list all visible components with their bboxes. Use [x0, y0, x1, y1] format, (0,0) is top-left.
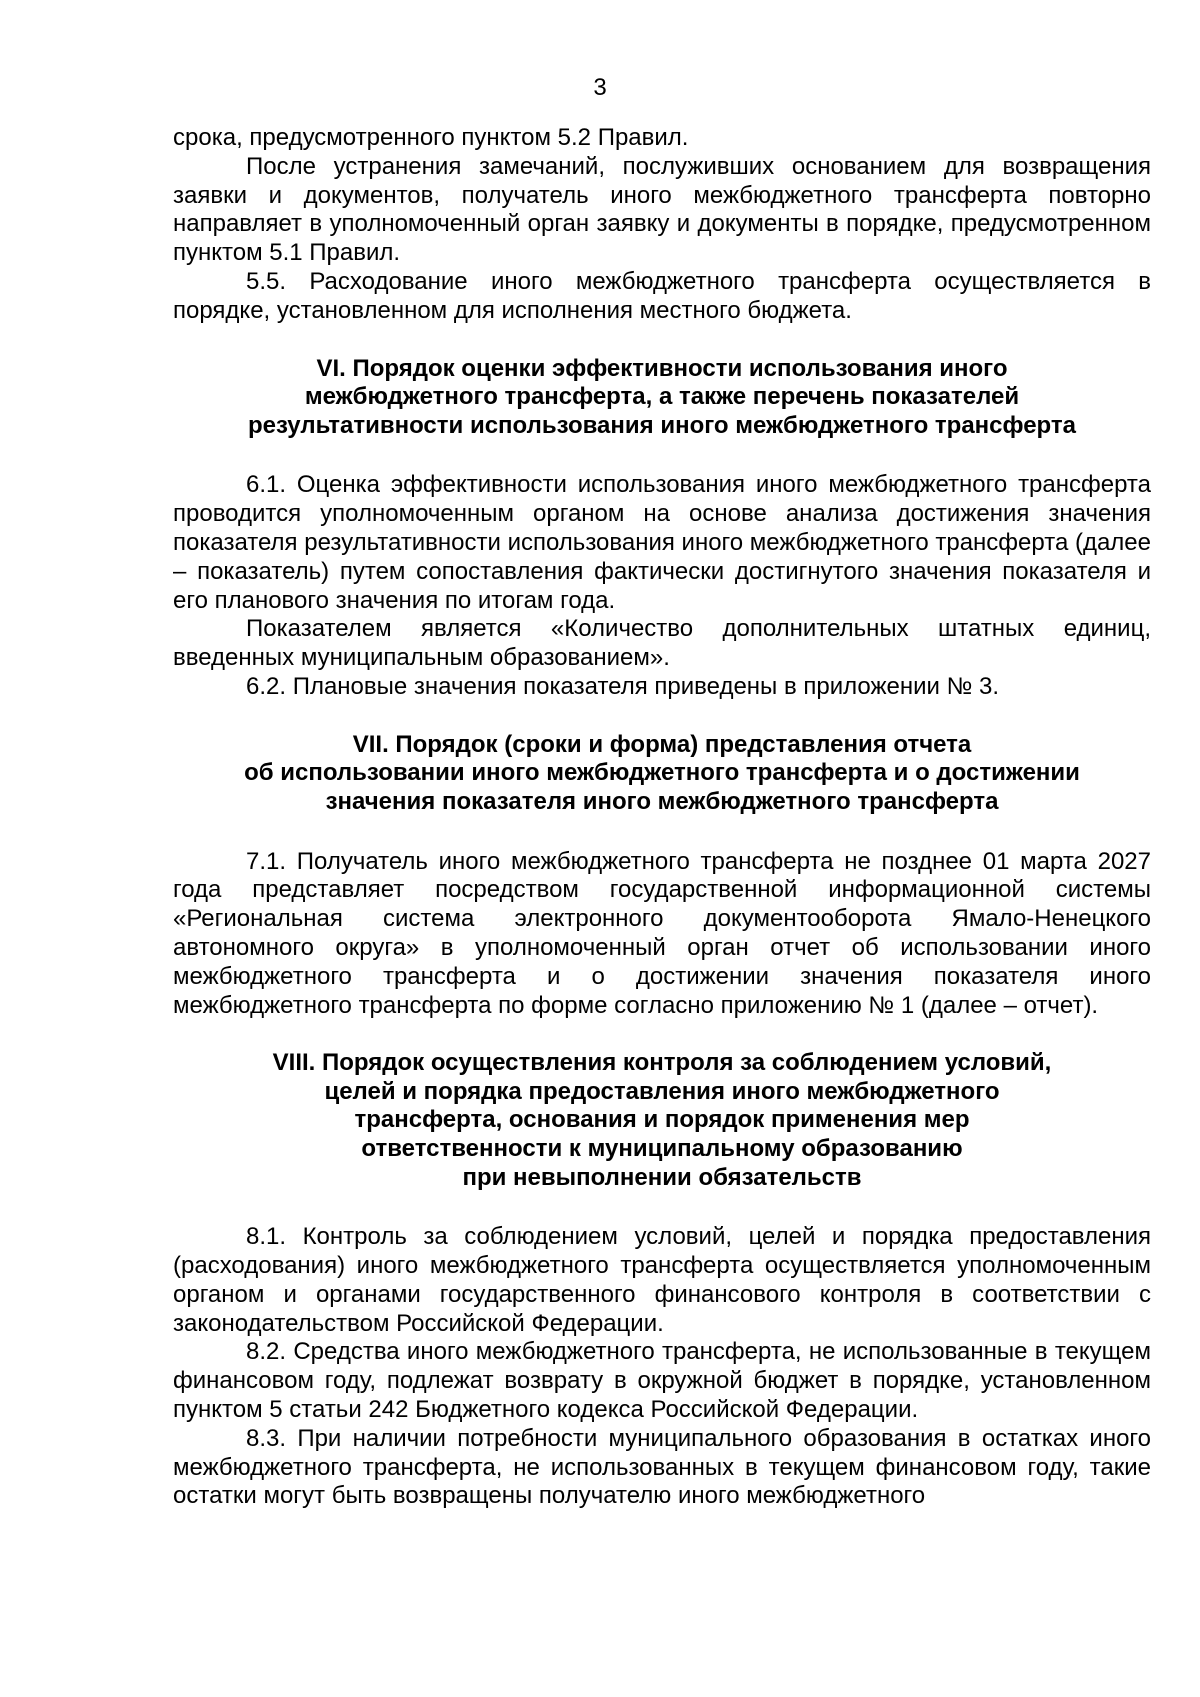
paragraph-5-5: 5.5. Расходование иного межбюджетного трансферта осуществляется в порядке, установленном для исполнения местного бюджета.	[173, 267, 1151, 324]
heading-line: VII. Порядок (сроки и форма) представления отчета	[352, 730, 972, 758]
heading-line: межбюджетного трансферта, а также перечень показателей	[304, 383, 1020, 411]
paragraph-resubmission: После устранения замечаний, послуживших основанием для возвращения заявки и документов, получатель иного межбюджетного трансферта повторно направляет в уполномоченный орган заявку и документы в порядке, предусмотренном пунктом 5.1 Правил.	[173, 152, 1151, 267]
heading-line: VIII. Порядок осуществления контроля за соблюдением условий,	[272, 1049, 1052, 1077]
section-8-body	[173, 1223, 1151, 1511]
heading-line: результативности использования иного межбюджетного трансферта	[247, 411, 1077, 439]
intro-paragraphs	[173, 124, 1151, 326]
heading-line: значения показателя иного межбюджетного трансферта	[325, 787, 999, 815]
paragraph-7-1: 7.1. Получатель иного межбюджетного трансферта не позднее 01 марта 2027 года представляет посредством государственной информационной системы «Региональная система электронного документооборота Ямало-Ненецкого автономного округа» в уполномоченный орган отчет об использовании иного межбюджетного трансферта и о достижении значения показателя иного межбюджетного трансферта по форме согласно приложению № 1 (далее – отчет).	[173, 847, 1151, 1019]
section-7-heading	[173, 731, 1151, 817]
heading-line: трансферта, основания и порядок применения мер	[354, 1106, 970, 1134]
document-body	[173, 124, 1151, 1511]
page-number: 3	[593, 74, 607, 101]
paragraph-6-2: 6.2. Плановые значения показателя приведены в приложении № 3.	[246, 672, 1000, 700]
heading-line: целей и порядка предоставления иного межбюджетного	[324, 1077, 1000, 1105]
paragraph-8-2: 8.2. Средства иного межбюджетного трансферта, не использованные в текущем финансовом году, подлежат возврату в окружной бюджет в порядке, установленном пунктом 5 статьи 242 Бюджетного кодекса Российской Федерации.	[173, 1338, 1151, 1424]
paragraph-8-3: 8.3. При наличии потребности муниципального образования в остатках иного межбюджетного трансферта, не использованных в текущем финансовом году, такие остатки могут быть возвращены получателю иного межбюджетного	[173, 1424, 1151, 1510]
paragraph-continuation: срока, предусмотренного пунктом 5.2 Правил.	[173, 124, 689, 151]
paragraph-indicator: Показателем является «Количество дополнительных штатных единиц, введенных муниципальным образованием».	[173, 615, 1151, 672]
section-6-heading	[173, 355, 1151, 441]
section-8-heading	[173, 1049, 1151, 1192]
heading-line: VI. Порядок оценки эффективности использования иного	[316, 354, 1008, 382]
paragraph-8-1: 8.1. Контроль за соблюдением условий, целей и порядка предоставления (расходования) иного межбюджетного трансферта осуществляется уполномоченным органом и органами государственного финансового контроля в соответствии с законодательством Российской Федерации.	[173, 1223, 1151, 1337]
heading-line: ответственности к муниципальному образованию	[361, 1135, 963, 1163]
paragraph-6-1: 6.1. Оценка эффективности использования иного межбюджетного трансферта проводится уполномоченным органом на основе анализа достижения значения показателя результативности использования иного межбюджетного трансферта (далее – показатель) путем сопоставления фактически достигнутого значения показателя и его планового значения по итогам года.	[173, 471, 1151, 614]
heading-line: при невыполнении обязательств	[462, 1163, 862, 1191]
heading-line: об использовании иного межбюджетного трансферта и о достижении	[244, 759, 1080, 787]
section-6-body	[173, 471, 1151, 701]
section-7-body	[173, 848, 1151, 1021]
